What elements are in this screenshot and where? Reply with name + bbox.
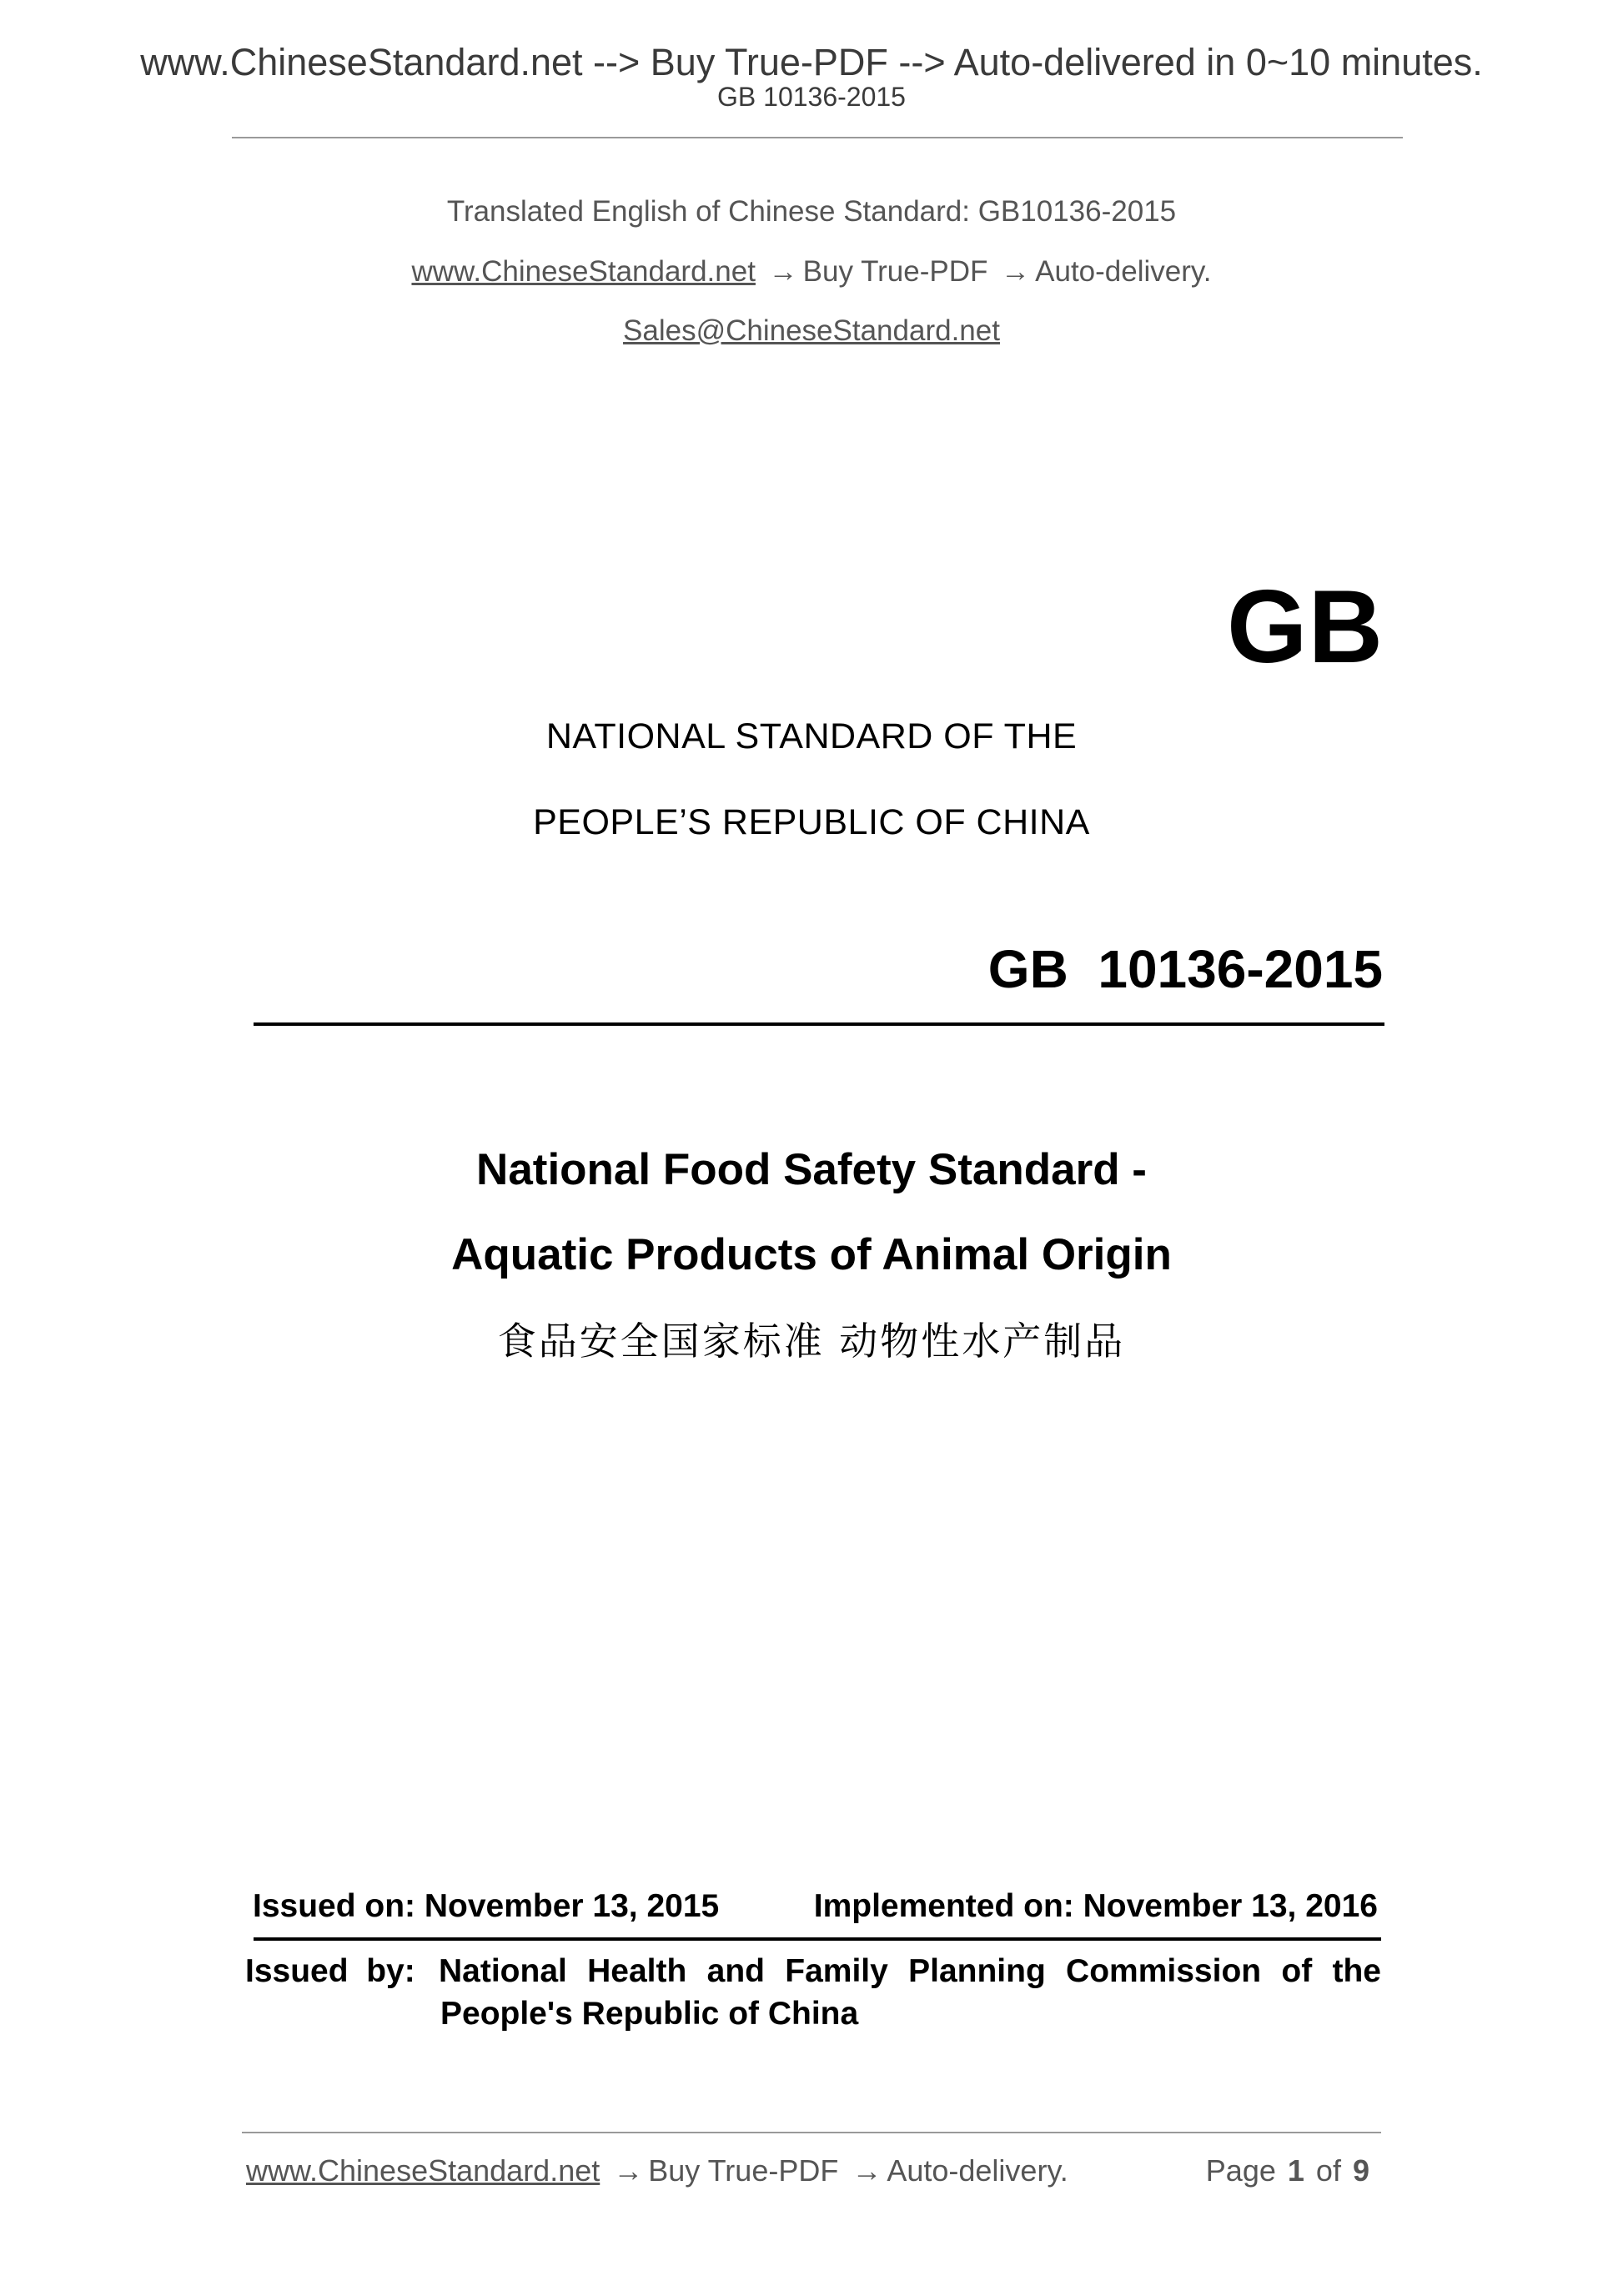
translated-notice: Translated English of Chinese Standard: GB10136-2015 bbox=[446, 195, 1177, 228]
national-standard-line2: PEOPLE’S REPUBLIC OF CHINA bbox=[533, 802, 1090, 842]
page-total: 9 bbox=[1352, 2153, 1369, 2188]
standard-number: GB 10136-2015 bbox=[987, 939, 1383, 999]
arrow-right-icon: → bbox=[768, 255, 798, 288]
footer-site-link[interactable]: www.ChineseStandard.net bbox=[246, 2153, 600, 2188]
sales-email-link[interactable]: Sales@ChineseStandard.net bbox=[623, 314, 1000, 347]
issued-by-label: Issued by: bbox=[245, 1953, 415, 1989]
issued-on-date: Issued on: November 13, 2015 bbox=[253, 1888, 720, 1924]
page-of: of bbox=[1315, 2153, 1341, 2188]
implemented-on-date: Implemented on: November 13, 2016 bbox=[813, 1888, 1378, 1924]
page-label: Page bbox=[1205, 2153, 1276, 2188]
footer-links bbox=[246, 2153, 1068, 2188]
footer-delivery-text: Auto-delivery. bbox=[887, 2153, 1068, 2188]
header-links bbox=[0, 257, 1623, 286]
page-current: 1 bbox=[1287, 2153, 1304, 2188]
site-link[interactable]: www.ChineseStandard.net bbox=[411, 255, 756, 288]
title-chinese: 食品安全国家标准 动物性水产制品 bbox=[497, 1319, 1126, 1364]
header-standard-code: GB 10136-2015 bbox=[717, 82, 906, 112]
issued-by-line2: People's Republic of China bbox=[440, 1996, 859, 2032]
footer-divider bbox=[242, 2132, 1381, 2133]
title-line2: Aquatic Products of Animal Origin bbox=[451, 1230, 1172, 1279]
arrow-right-icon: → bbox=[1001, 255, 1031, 288]
arrow-right-icon: → bbox=[613, 2153, 644, 2188]
title-line1: National Food Safety Standard - bbox=[476, 1145, 1147, 1194]
footer-buy-text: Buy True-PDF bbox=[648, 2153, 839, 2188]
buy-true-pdf-text: Buy True-PDF bbox=[802, 255, 988, 288]
header-divider bbox=[232, 137, 1403, 138]
page-indicator bbox=[1205, 2153, 1373, 2188]
arrow-right-icon: → bbox=[852, 2153, 882, 2188]
auto-delivery-text: Auto-delivery. bbox=[1035, 255, 1212, 288]
national-standard-line1: NATIONAL STANDARD OF THE bbox=[545, 716, 1078, 756]
issue-divider bbox=[254, 1937, 1381, 1941]
email-line bbox=[0, 316, 1623, 345]
issued-by-line1: National Health and Family Planning Commission of the bbox=[439, 1953, 1381, 1989]
gb-logo: GB bbox=[1227, 570, 1384, 685]
standard-number-rule bbox=[254, 1022, 1384, 1026]
top-banner: www.ChineseStandard.net --> Buy True-PDF --> Auto-delivered in 0~10 minutes. bbox=[140, 41, 1483, 83]
